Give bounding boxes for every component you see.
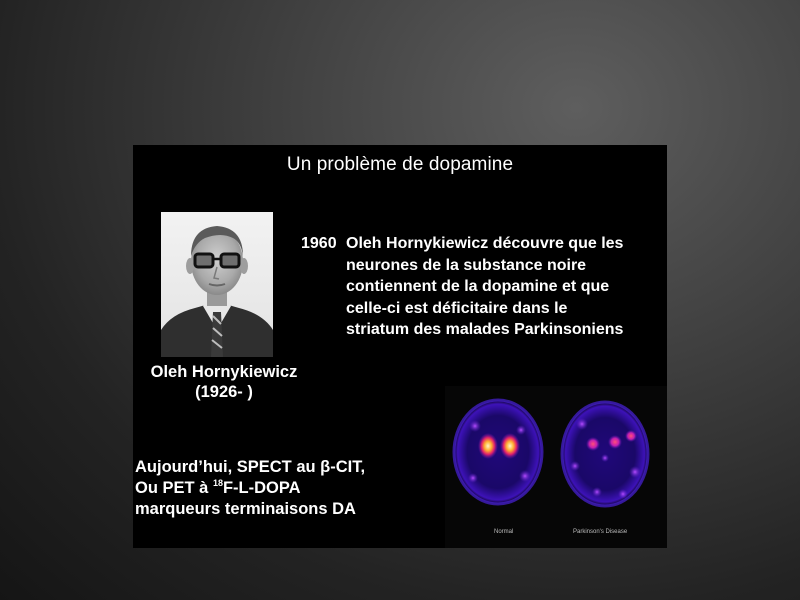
brain-scan-images [445, 386, 667, 548]
imaging-line-1: Aujourd’hui, SPECT au β-CIT, [135, 458, 366, 476]
portrait-photo [161, 212, 273, 357]
discovery-line: Oleh Hornykiewicz découvre que les [346, 235, 624, 252]
slide-title: Un problème de dopamine [286, 154, 514, 175]
imaging-line-2 [135, 478, 435, 499]
discovery-line: celle-ci est déficitaire dans le [346, 299, 568, 317]
portrait-caption [133, 362, 315, 402]
imaging-line-2-prefix: Ou PET à [135, 479, 213, 497]
discovery-line: neurones de la substance noire [346, 256, 587, 274]
scan-label-normal: Normal [494, 529, 514, 535]
isotope-superscript: 18 [212, 478, 223, 488]
normal-scan [454, 400, 542, 504]
discovery-line: contiennent de la dopamine et que [346, 278, 610, 295]
slide [133, 145, 667, 548]
discovery-year: 1960 [301, 235, 337, 252]
scan-label-parkinson: Parkinson's Disease [573, 529, 628, 535]
imaging-text [135, 457, 435, 520]
portrait-dates: (1926- ) [195, 383, 253, 401]
discovery-line: striatum des malades Parkinsoniens [346, 321, 624, 338]
imaging-line-3: marqueurs terminaisons DA [135, 500, 356, 518]
parkinson-scan [562, 402, 648, 506]
portrait-name: Oleh Hornykiewicz [150, 363, 298, 381]
discovery-body [346, 233, 664, 341]
imaging-line-2-suffix: F-L-DOPA [222, 479, 301, 497]
